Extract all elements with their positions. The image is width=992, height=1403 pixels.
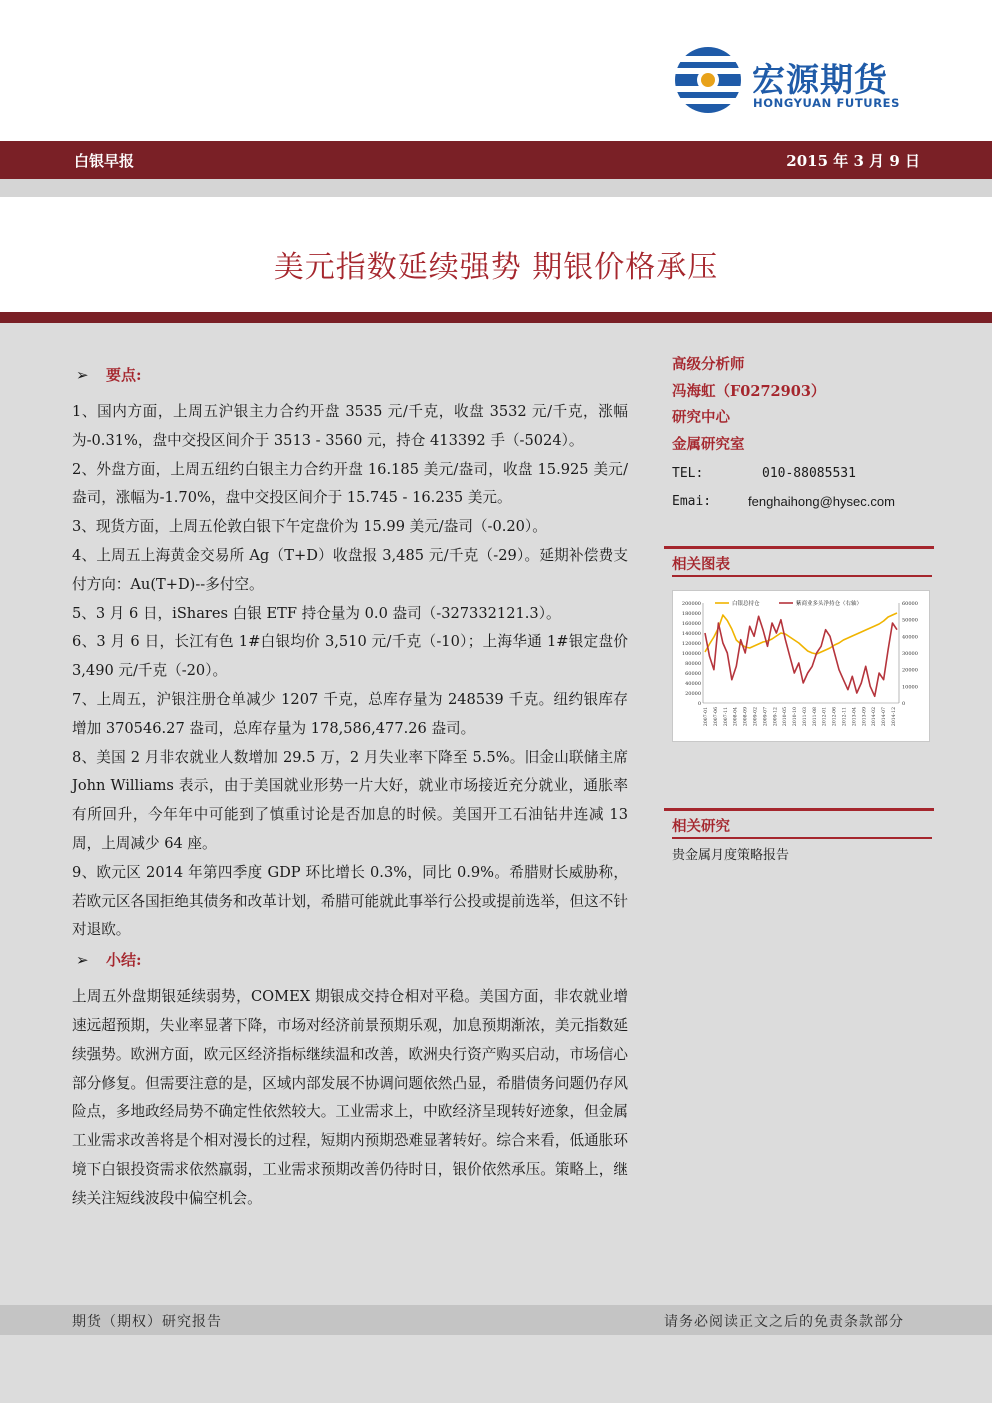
y-right-tick-label: 20000 [902, 667, 918, 674]
y-right-tick-label: 50000 [902, 617, 918, 624]
x-tick-label: 2013-04 [852, 707, 858, 727]
legend-label: 紫商业多头净持仓（右轴） [796, 601, 863, 607]
key-point-item: 6、3 月 6 日，长江有色 1#白银均价 3,510 元/千克（-10）；上海华通 1#银定盘价 3,490 元/千克（-20）。 [72, 633, 628, 680]
sidebar [672, 352, 934, 516]
department-research-center: 研究中心 [672, 409, 730, 426]
analyst-title: 高级分析师 [672, 356, 745, 373]
key-point-item: 8、美国 2 月非农就业人数增加 29.5 万，2 月失业率下降至 5.5%。旧金山联储主席 John Williams 表示，由于美国就业形势一片大好，就业市场接近充分就业，通胀率有所回升，今年年中可能到了慎重讨论是否加息的时候。美国开工石油钻井连减 13 周，上周减少 64 座。 [72, 748, 628, 852]
y-right-tick-label: 30000 [902, 651, 918, 657]
position-chart [672, 590, 930, 742]
key-point-item: 2、外盘方面，上周五纽约白银主力合约开盘 16.185 美元/盎司，收盘 15.925 美元/盎司，涨幅为-1.70%，盘中交投区间介于 15.745 - 16.235 美元。 [72, 460, 628, 507]
x-tick-label: 2014-07 [882, 707, 888, 727]
tel-value: 010-88085531 [762, 466, 856, 481]
main-content [72, 360, 628, 1214]
email-link[interactable]: fenghaihong@hysec.com [748, 494, 895, 509]
y-left-tick-label: 120000 [681, 641, 701, 647]
email-label: Emai: [672, 494, 712, 509]
y-left-tick-label: 0 [697, 701, 701, 707]
header-divider [0, 179, 992, 197]
key-point-item: 5、3 月 6 日，iShares 白银 ETF 持仓量为 0.0 盎司（-327332121.3）。 [72, 604, 561, 622]
x-tick-label: 2014-12 [892, 707, 897, 727]
x-tick-label: 2012-11 [842, 707, 848, 727]
legend-label: 白银总持仓 [732, 601, 760, 607]
related-charts-heading: 相关图表 [672, 553, 932, 577]
key-point-item: 7、上周五，沪银注册仓单减少 1207 千克，总库存量为 248539 千克。纽约银库存增加 370546.27 盎司，总库存量为 178,586,477.26 盎司。 [72, 690, 628, 737]
key-point-item: 4、上周五上海黄金交易所 Ag（T+D）收盘报 3,485 元/千克（-29）。延期补偿费支付方向：Au(T+D)--多付空。 [72, 546, 628, 593]
title-divider [0, 312, 992, 323]
y-right-tick-label: 40000 [902, 634, 918, 641]
series-line-1 [705, 613, 897, 654]
page-footer [0, 1305, 992, 1335]
x-tick-label: 2009-02 [753, 707, 759, 727]
x-tick-label: 2010-10 [793, 707, 799, 727]
company-logo [672, 44, 922, 116]
logo-chinese-name: 宏源期货 [752, 60, 888, 99]
y-left-tick-label: 60000 [685, 671, 701, 677]
report-type: 白银早报 [74, 152, 135, 170]
y-left-tick-label: 180000 [681, 611, 701, 617]
x-tick-label: 2012-06 [832, 707, 838, 727]
position-chart-svg [673, 591, 931, 743]
x-tick-label: 2012-01 [822, 707, 828, 727]
summary-heading [72, 945, 628, 975]
y-right-tick-label: 10000 [902, 684, 918, 691]
x-tick-label: 2009-12 [773, 707, 779, 727]
y-left-tick-label: 140000 [681, 631, 701, 637]
x-tick-label: 2010-05 [783, 707, 789, 727]
report-date: 2015 年 3 月 9 日 [786, 152, 920, 170]
y-left-tick-label: 200000 [681, 601, 701, 607]
analyst-name: 冯海虹（F0272903） [672, 382, 826, 400]
x-tick-label: 2007-06 [713, 707, 719, 727]
y-left-tick-label: 20000 [685, 691, 701, 697]
arrow-bullet-icon: ➢ [76, 950, 89, 969]
hongyuan-logo-icon [672, 44, 744, 116]
x-tick-label: 2011-03 [802, 707, 808, 727]
summary-heading-text: 小结: [106, 950, 142, 969]
x-tick-label: 2011-08 [812, 707, 818, 727]
x-tick-label: 2007-01 [704, 707, 709, 727]
y-right-tick-label: 60000 [902, 601, 918, 607]
department-metals: 金属研究室 [672, 435, 745, 453]
x-tick-label: 2008-04 [733, 707, 739, 727]
key-point-item: 9、欧元区 2014 年第四季度 GDP 环比增长 0.3%，同比 0.9%。希腊财长威胁称，若欧元区各国拒绝其债务和改革计划，希腊可能就此事举行公投或提前选举，但这不针对退欧。 [72, 863, 628, 939]
contact-info [672, 460, 934, 516]
y-left-tick-label: 160000 [681, 621, 701, 627]
key-point-item: 1、国内方面，上周五沪银主力合约开盘 3535 元/千克，收盘 3532 元/千克，涨幅为-0.31%，盘中交投区间介于 3513 - 3560 元，持仓 413392 手（-5024）。 [72, 403, 628, 449]
footer-report-type: 期货（期权）研究报告 [72, 1314, 222, 1330]
arrow-bullet-icon: ➢ [76, 365, 89, 384]
report-header-bar [0, 141, 992, 179]
tel-label: TEL: [672, 466, 704, 481]
x-tick-label: 2009-07 [763, 707, 769, 727]
related-research-item[interactable]: 贵金属月度策略报告 [672, 848, 790, 863]
y-right-tick-label: 0 [902, 701, 906, 707]
report-title: 美元指数延续强势 期银价格承压 [273, 250, 719, 285]
x-tick-label: 2007-11 [723, 707, 729, 727]
y-left-tick-label: 100000 [681, 651, 701, 657]
summary-text: 上周五外盘期银延续弱势，COMEX 期银成交持仓相对平稳。美国方面，非农就业增速远超预期，失业率显著下降，市场对经济前景预期乐观，加息预期渐浓，美元指数延续强势。欧洲方面，欧元区经济指标继续温和改善，欧洲央行资产购买启动，市场信心部分修复。但需要注意的是，区域内部发展不协调问题依然凸显，希腊债务问题仍存风险点，多地政经局势不确定性依然较大。工业需求上，中欧经济呈现转好迹象，但金属工业需求改善将是个相对漫长的过程，短期内预期恐难显著转好。综合来看，低通胀环境下白银投资需求依然羸弱，工业需求预期改善仍待时日，银价依然承压。策略上，继续关注短线波段中偏空机会。 [72, 988, 628, 1207]
footer-disclaimer-note: 请务必阅读正文之后的免责条款部分 [664, 1314, 904, 1330]
key-points-heading [72, 360, 628, 390]
x-tick-label: 2008-09 [743, 707, 749, 727]
y-left-tick-label: 40000 [685, 681, 701, 687]
y-left-tick-label: 80000 [685, 661, 701, 667]
related-research-heading: 相关研究 [672, 815, 932, 839]
logo-english-name: HONGYUAN FUTURES [753, 96, 901, 110]
key-points-heading-text: 要点: [106, 365, 142, 384]
x-tick-label: 2014-02 [872, 707, 878, 727]
x-tick-label: 2013-09 [862, 707, 868, 727]
key-point-item: 3、现货方面，上周五伦敦白银下午定盘价为 15.99 美元/盎司（-0.20）。 [72, 518, 547, 536]
